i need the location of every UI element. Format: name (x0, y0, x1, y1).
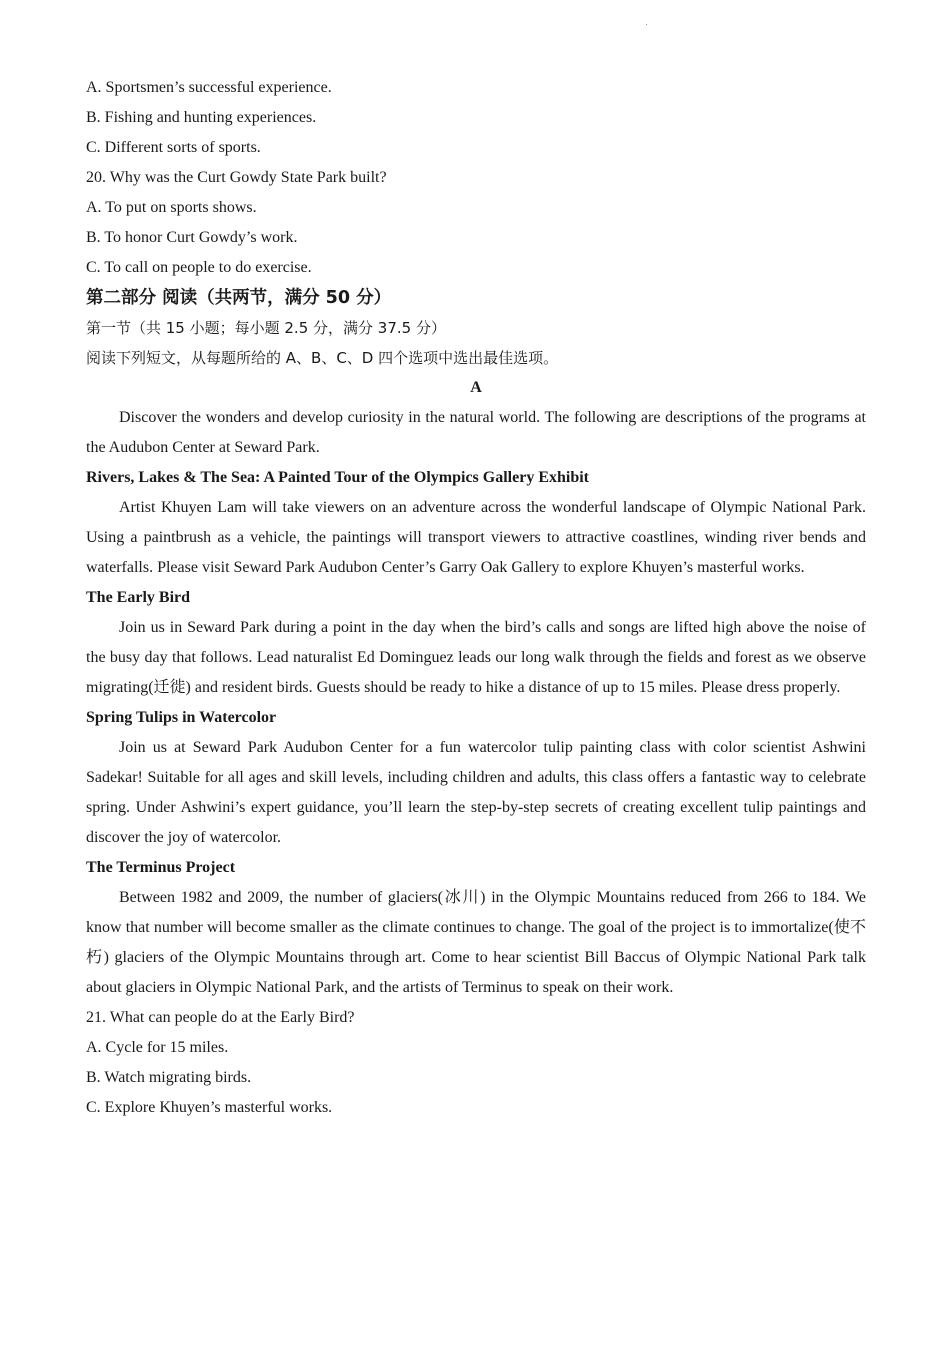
passage-intro: Discover the wonders and develop curiosity in the natural world. The following are descriptions of the programs at the Audubon Center at Seward Park. (86, 409, 866, 456)
passage-label: A (470, 379, 482, 396)
q20-option-c: C. To call on people to do exercise. (86, 259, 312, 276)
option-b: B. Fishing and hunting experiences. (86, 109, 317, 126)
section-text-terminus: Between 1982 and 2009, the number of glaciers(冰川) in the Olympic Mountains reduced from 266 to 184. We know that number will become smaller as the climate continues to change. The goal of the project is to immortalize(使不朽) glaciers of the Olympic Mountains through art. Come to hear scientist Bill Baccus of Olympic National Park talk about glaciers in Olympic National Park, and the artists of Terminus to speak on their work. (86, 889, 866, 996)
section-text-early-bird: Join us in Seward Park during a point in the day when the bird’s calls and songs are lifted high above the noise of the busy day that follows. Lead naturalist Ed Dominguez leads our long walk through the fields and forest as we observe migrating(迁徙) and resident birds. Guests should be ready to hike a distance of up to 15 miles. Please dress properly. (86, 619, 866, 696)
section1-title: 第一节（共 15 小题；每小题 2.5 分，满分 37.5 分） (86, 319, 446, 337)
q20-option-b: B. To honor Curt Gowdy’s work. (86, 229, 298, 246)
q21-option-a: A. Cycle for 15 miles. (86, 1039, 229, 1056)
section-heading-terminus: The Terminus Project (86, 859, 236, 876)
scan-speck (646, 24, 647, 25)
section-heading-early-bird: The Early Bird (86, 589, 191, 606)
section-heading-gallery: Rivers, Lakes & The Sea: A Painted Tour of the Olympics Gallery Exhibit (86, 469, 589, 486)
q21-option-c: C. Explore Khuyen’s masterful works. (86, 1099, 333, 1116)
q21-option-b: B. Watch migrating birds. (86, 1069, 252, 1086)
question-20: 20. Why was the Curt Gowdy State Park built? (86, 169, 387, 186)
section-text-tulips: Join us at Seward Park Audubon Center for a fun watercolor tulip painting class with color scientist Ashwini Sadekar! Suitable for all ages and skill levels, including children and adults, this class offers a fantastic way to celebrate spring. Under Ashwini’s expert guidance, you’ll learn the step-by-step secrets of creating excellent tulip paintings and discover the joy of watercolor. (86, 739, 866, 846)
option-a: A. Sportsmen’s successful experience. (86, 79, 332, 96)
part2-title: 第二部分 阅读（共两节，满分 50 分） (86, 288, 392, 308)
q20-option-a: A. To put on sports shows. (86, 199, 257, 216)
reading-instruction: 阅读下列短文，从每题所给的 A、B、C、D 四个选项中选出最佳选项。 (86, 349, 559, 367)
question-21: 21. What can people do at the Early Bird? (86, 1009, 355, 1026)
option-c: C. Different sorts of sports. (86, 139, 261, 156)
section-text-gallery: Artist Khuyen Lam will take viewers on an adventure across the wonderful landscape of Olympic National Park. Using a paintbrush as a vehicle, the paintings will transport viewers to attractive coastlines, winding river bends and waterfalls. Please visit Seward Park Audubon Center’s Garry Oak Gallery to explore Khuyen’s masterful works. (86, 499, 866, 576)
section-heading-tulips: Spring Tulips in Watercolor (86, 709, 277, 726)
page-content (86, 73, 866, 1123)
